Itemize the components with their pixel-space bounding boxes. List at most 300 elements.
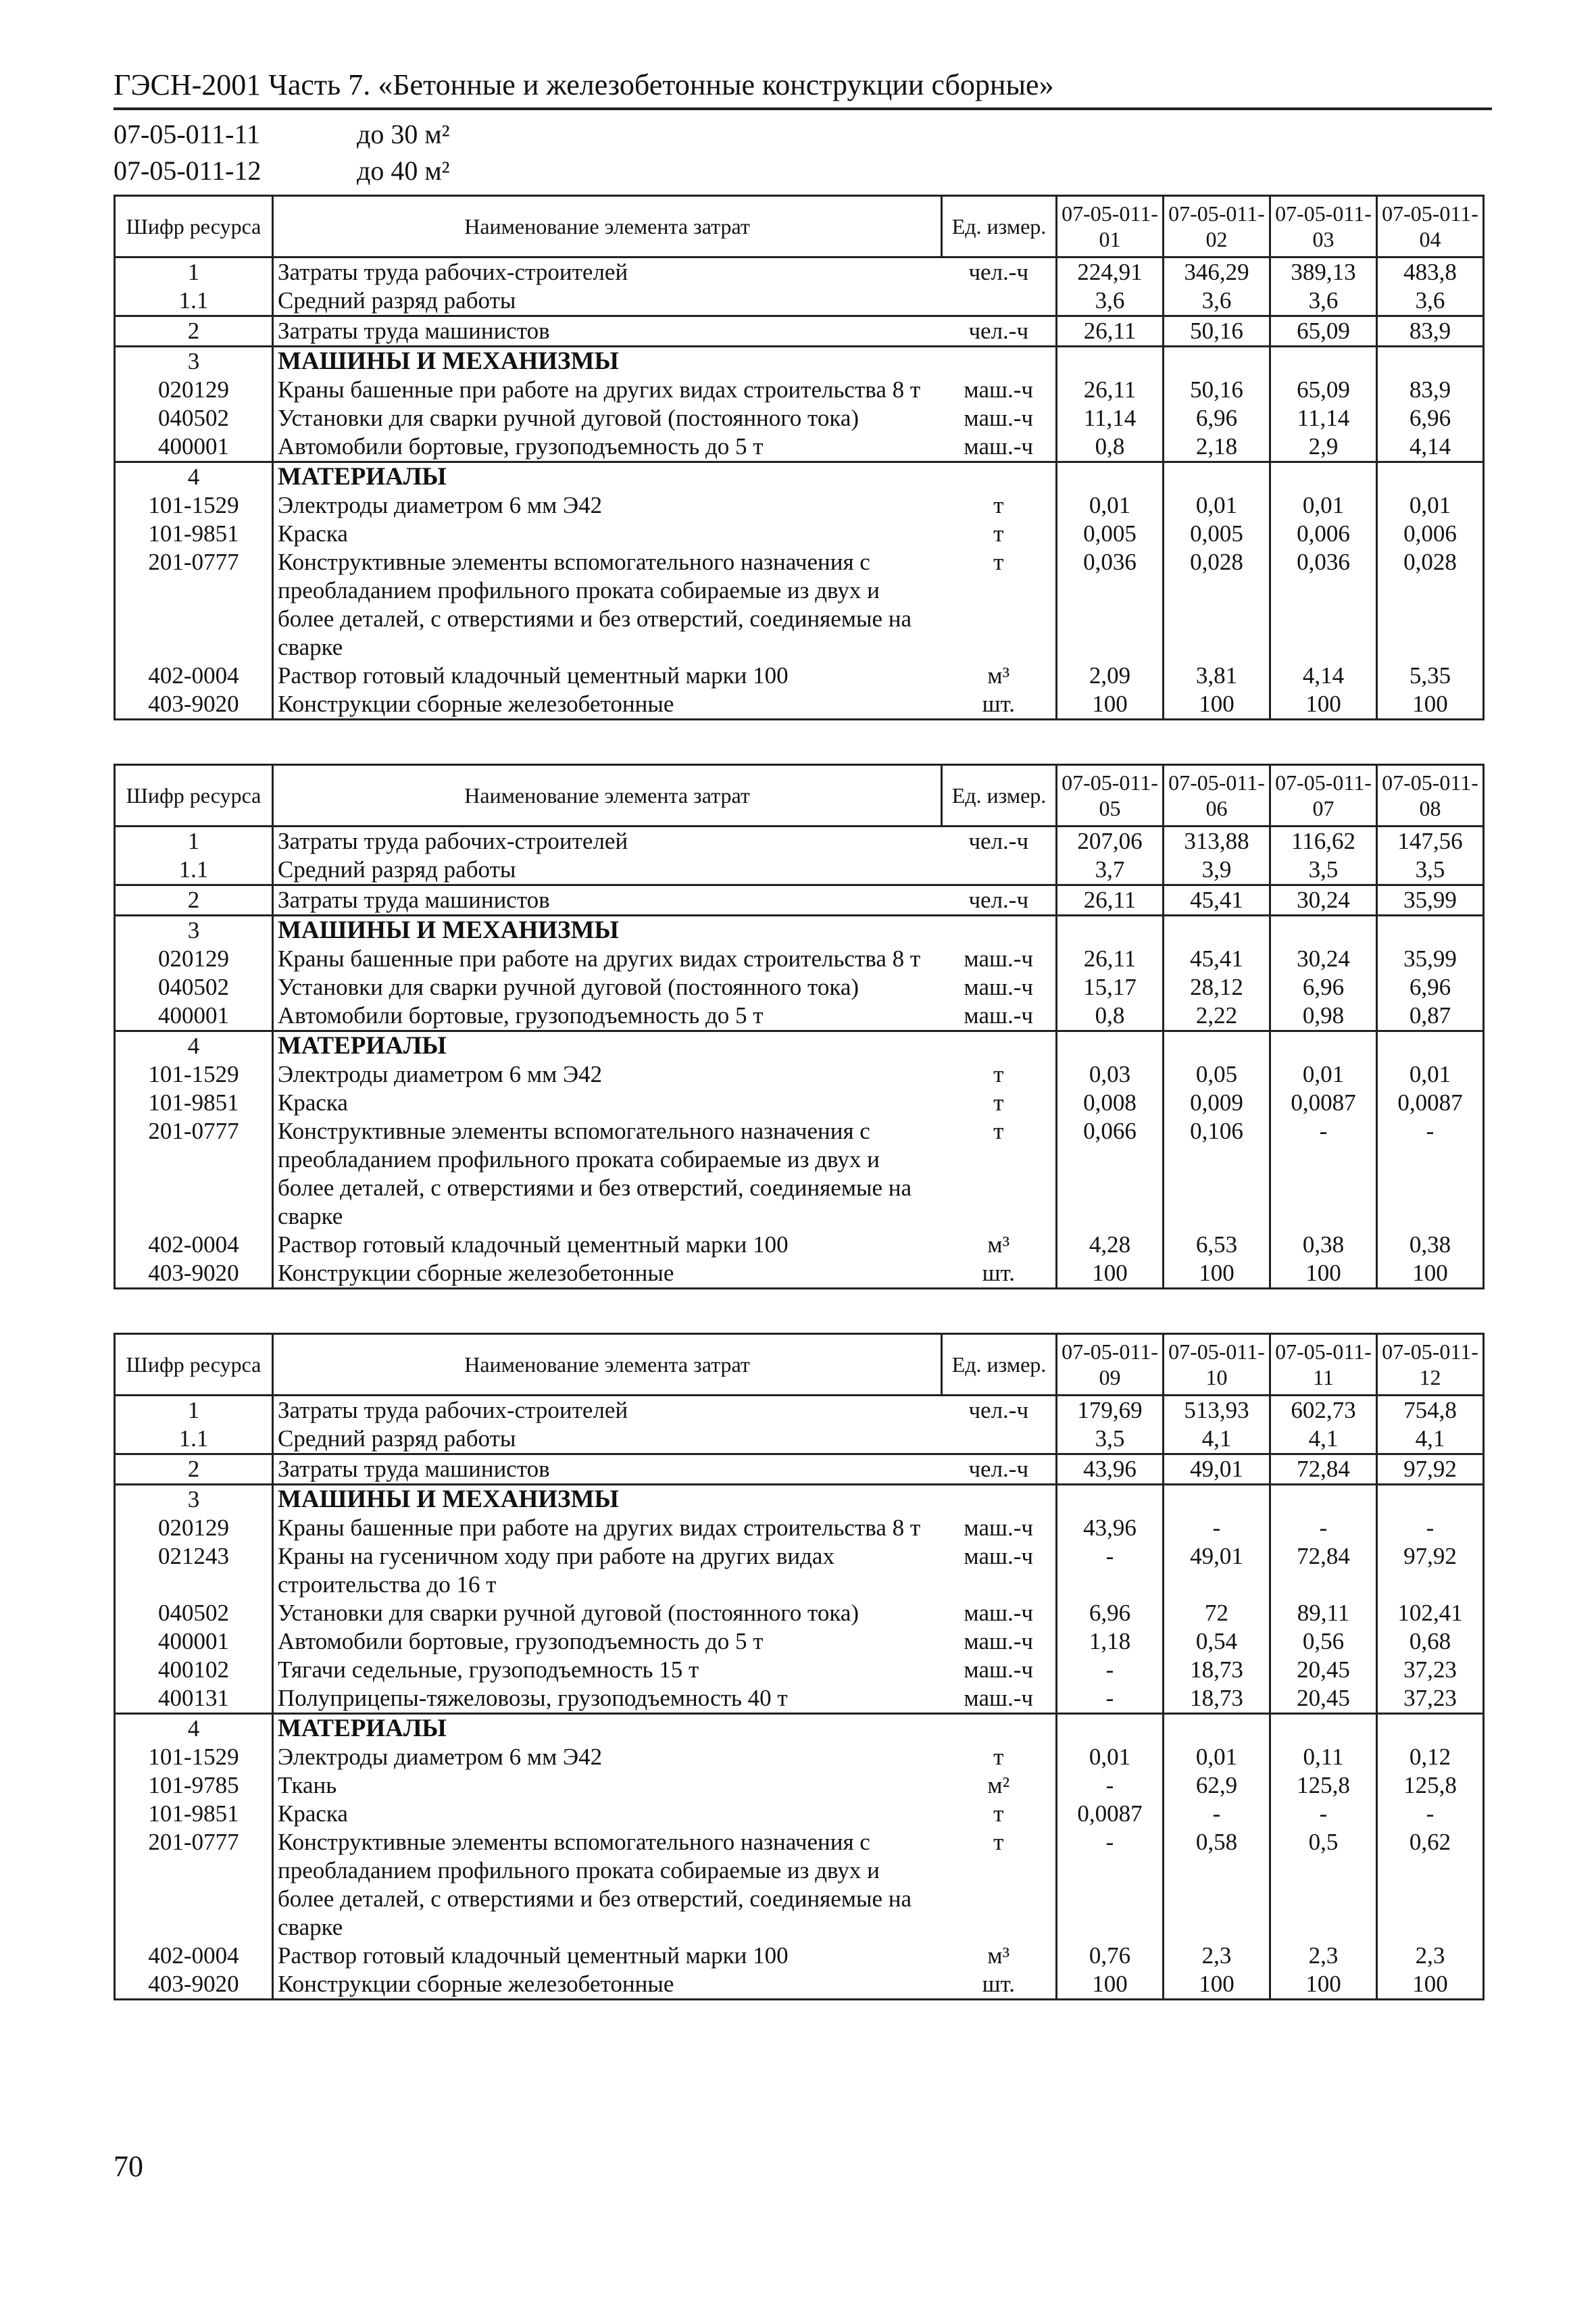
value-cell: 6,96 xyxy=(1377,404,1484,433)
table-row xyxy=(115,287,1484,316)
unit-cell: т xyxy=(993,1061,1004,1087)
table-row xyxy=(115,945,1484,973)
value-cell: 62,9 xyxy=(1164,1771,1270,1800)
value-cell: 0,01 xyxy=(1164,1743,1270,1771)
table-row xyxy=(115,1599,1484,1627)
table-row xyxy=(115,548,1484,662)
table-row xyxy=(115,433,1484,462)
unit-cell: маш.-ч xyxy=(964,974,1033,1000)
table-row xyxy=(115,1259,1484,1289)
unit-cell: т xyxy=(993,1800,1004,1827)
resource-code: 4 xyxy=(115,462,273,492)
value-cell: 100 xyxy=(1270,1259,1377,1289)
element-name: Автомобили бортовые, грузоподъемность до 5 т xyxy=(278,1628,764,1654)
header-name: Наименование элемента затрат xyxy=(273,1334,942,1396)
value-cell: 6,96 xyxy=(1377,973,1484,1002)
value-cell: 2,3 xyxy=(1377,1942,1484,1970)
value-cell: 3,5 xyxy=(1377,856,1484,885)
unit-cell xyxy=(942,1485,1057,1515)
table-row xyxy=(115,491,1484,520)
value-cell: 0,01 xyxy=(1164,491,1270,520)
resource-code: 101-1529 xyxy=(115,491,273,520)
group-title: МАТЕРИАЛЫ xyxy=(278,1032,447,1060)
value-cell: 4,1 xyxy=(1270,1425,1377,1454)
table-row xyxy=(115,1771,1484,1800)
header-code: Шифр ресурса xyxy=(115,765,273,827)
resource-code: 040502 xyxy=(115,404,273,433)
value-cell xyxy=(1377,1714,1484,1744)
value-cell: 72,84 xyxy=(1270,1454,1377,1485)
table-row xyxy=(115,1542,1484,1599)
resource-code: 201-0777 xyxy=(115,1828,273,1942)
table-row xyxy=(115,1743,1484,1771)
group-title: МАТЕРИАЛЫ xyxy=(278,1715,447,1742)
value-cell: 6,96 xyxy=(1164,404,1270,433)
value-cell: 125,8 xyxy=(1377,1771,1484,1800)
value-cell: 20,45 xyxy=(1270,1656,1377,1684)
value-cell: - xyxy=(1164,1800,1270,1828)
group-row xyxy=(115,1031,1484,1061)
element-name: Полуприцепы-тяжеловозы, грузоподъемность 40 т xyxy=(273,1684,942,1714)
header-unit: Ед. измер. xyxy=(942,765,1057,827)
table-row xyxy=(115,1656,1484,1684)
resource-code: 402-0004 xyxy=(115,662,273,690)
element-name: Краска xyxy=(278,1089,348,1116)
table-row xyxy=(115,1684,1484,1714)
resource-code: 3 xyxy=(115,916,273,945)
resource-code: 4 xyxy=(115,1031,273,1061)
resource-code: 3 xyxy=(115,1485,273,1515)
element-name: Средний разряд работы xyxy=(273,1425,942,1454)
header-column-code: 07-05-011-08 xyxy=(1377,765,1484,827)
value-cell: 0,028 xyxy=(1164,548,1270,662)
element-name: Конструктивные элементы вспомогательного назначения с преобладанием профильного проката собираемые из двух и более деталей, с отверстиями и без отверстий, соединяемые на сварке xyxy=(278,549,912,660)
value-cell: 0,68 xyxy=(1377,1627,1484,1656)
reference-row xyxy=(114,153,450,189)
element-name: Раствор готовый кладочный цементный марки 100 xyxy=(278,1942,789,1969)
unit-cell: т xyxy=(993,1118,1004,1144)
value-cell: 43,96 xyxy=(1057,1454,1164,1485)
value-cell: 602,73 xyxy=(1270,1396,1377,1425)
value-cell xyxy=(1377,347,1484,376)
value-cell: 37,23 xyxy=(1377,1656,1484,1684)
unit-cell: т xyxy=(993,1744,1004,1770)
table-row xyxy=(115,1117,1484,1231)
value-cell: 30,24 xyxy=(1270,885,1377,916)
header-code: Шифр ресурса xyxy=(115,1334,273,1396)
value-cell: 0,62 xyxy=(1377,1828,1484,1942)
value-cell: 0,38 xyxy=(1377,1231,1484,1259)
value-cell xyxy=(1270,347,1377,376)
element-name: Затраты труда рабочих-строителей xyxy=(278,828,628,854)
value-cell xyxy=(1057,916,1164,945)
value-cell: 4,28 xyxy=(1057,1231,1164,1259)
unit-cell: маш.-ч xyxy=(942,1002,1057,1031)
value-cell: 20,45 xyxy=(1270,1684,1377,1714)
value-cell: 0,8 xyxy=(1057,433,1164,462)
group-row xyxy=(115,916,1484,945)
value-cell: 72,84 xyxy=(1270,1542,1377,1599)
value-cell: - xyxy=(1377,1514,1484,1542)
element-name: Установки для сварки ручной дуговой (постоянного тока) xyxy=(278,974,859,1000)
value-cell xyxy=(1164,1031,1270,1061)
table-row xyxy=(115,1627,1484,1656)
element-name: Краны башенные при работе на других видах строительства 8 т xyxy=(278,1515,921,1541)
table-row xyxy=(115,376,1484,404)
unit-cell: шт. xyxy=(942,1259,1057,1289)
value-cell: 4,14 xyxy=(1270,662,1377,690)
value-cell: 6,96 xyxy=(1270,973,1377,1002)
reference-desc: до 40 м² xyxy=(357,155,450,186)
unit-cell: м² xyxy=(987,1772,1010,1798)
table-row xyxy=(115,1514,1484,1542)
resource-code: 3 xyxy=(115,347,273,376)
element-name: Краска xyxy=(278,520,348,547)
value-cell: 6,53 xyxy=(1164,1231,1270,1259)
element-name: Затраты труда рабочих-строителей xyxy=(278,1397,628,1423)
value-cell: 0,11 xyxy=(1270,1743,1377,1771)
value-cell: 0,008 xyxy=(1057,1089,1164,1117)
group-row xyxy=(115,1714,1484,1744)
value-cell: - xyxy=(1057,1684,1164,1714)
resource-code: 2 xyxy=(115,316,273,347)
value-cell: 97,92 xyxy=(1377,1454,1484,1485)
table-row xyxy=(115,856,1484,885)
value-cell: 0,56 xyxy=(1270,1627,1377,1656)
table-row xyxy=(115,316,1484,347)
resource-code: 403-9020 xyxy=(115,1970,273,2000)
header-code: Шифр ресурса xyxy=(115,196,273,257)
element-name: Конструкции сборные железобетонные xyxy=(273,1259,942,1289)
value-cell xyxy=(1270,462,1377,492)
value-cell: 147,56 xyxy=(1377,827,1484,856)
element-name: Установки для сварки ручной дуговой (постоянного тока) xyxy=(278,405,859,431)
element-name: Электроды диаметром 6 мм Э42 xyxy=(278,1744,603,1770)
value-cell: 0,01 xyxy=(1270,1060,1377,1089)
element-name: Средний разряд работы xyxy=(273,287,942,316)
resource-code: 400001 xyxy=(115,1002,273,1031)
value-cell: 49,01 xyxy=(1164,1542,1270,1599)
resource-code: 101-9851 xyxy=(115,1800,273,1828)
element-name: Затраты труда машинистов xyxy=(273,885,942,916)
element-name: Краны на гусеничном ходу при работе на других видах строительства до 16 т xyxy=(278,1543,834,1598)
value-cell xyxy=(1377,462,1484,492)
table-row xyxy=(115,1002,1484,1031)
resource-code: 040502 xyxy=(115,973,273,1002)
value-cell xyxy=(1270,1485,1377,1515)
resource-code: 201-0777 xyxy=(115,548,273,662)
value-cell: 3,6 xyxy=(1057,287,1164,316)
value-cell: 0,54 xyxy=(1164,1627,1270,1656)
table-row xyxy=(115,520,1484,548)
value-cell: 0,01 xyxy=(1377,1060,1484,1089)
element-name: Ткань xyxy=(278,1772,337,1798)
resource-code: 403-9020 xyxy=(115,1259,273,1289)
value-cell xyxy=(1057,462,1164,492)
reference-list xyxy=(114,116,450,189)
unit-cell: шт. xyxy=(942,1970,1057,2000)
value-cell xyxy=(1164,347,1270,376)
table-row xyxy=(115,1942,1484,1970)
value-cell: 224,91 xyxy=(1057,257,1164,287)
header-name: Наименование элемента затрат xyxy=(273,196,942,257)
reference-code: 07-05-011-11 xyxy=(114,119,260,149)
resource-code: 1 xyxy=(115,257,273,287)
group-row xyxy=(115,1485,1484,1515)
element-name: Раствор готовый кладочный цементный марки 100 xyxy=(278,1231,789,1258)
value-cell: 0,87 xyxy=(1377,1002,1484,1031)
header-column-code: 07-05-011-12 xyxy=(1377,1334,1484,1396)
value-cell: 26,11 xyxy=(1057,945,1164,973)
value-cell: 0,066 xyxy=(1057,1117,1164,1231)
value-cell: 3,6 xyxy=(1377,287,1484,316)
value-cell xyxy=(1057,1031,1164,1061)
group-title: МАШИНЫ И МЕХАНИЗМЫ xyxy=(278,347,619,375)
value-cell: 28,12 xyxy=(1164,973,1270,1002)
value-cell: 11,14 xyxy=(1057,404,1164,433)
table-row xyxy=(115,404,1484,433)
value-cell: 0,38 xyxy=(1270,1231,1377,1259)
unit-cell: т xyxy=(993,549,1004,575)
table-row xyxy=(115,1396,1484,1425)
value-cell: 754,8 xyxy=(1377,1396,1484,1425)
header-column-code: 07-05-011-04 xyxy=(1377,196,1484,257)
element-name: Конструкции сборные железобетонные xyxy=(273,1970,942,2000)
element-name: Затраты труда машинистов xyxy=(273,1454,942,1485)
element-name: Краны башенные при работе на других видах строительства 8 т xyxy=(278,376,921,403)
unit-cell: маш.-ч xyxy=(964,1628,1033,1654)
value-cell: 35,99 xyxy=(1377,945,1484,973)
value-cell xyxy=(1377,1031,1484,1061)
value-cell xyxy=(1270,916,1377,945)
value-cell: 18,73 xyxy=(1164,1656,1270,1684)
value-cell: - xyxy=(1270,1800,1377,1828)
value-cell: 207,06 xyxy=(1057,827,1164,856)
resource-code: 1 xyxy=(115,827,273,856)
resource-table-3 xyxy=(114,1333,1485,2000)
element-name: Конструктивные элементы вспомогательного назначения с преобладанием профильного проката собираемые из двух и более деталей, с отверстиями и без отверстий, соединяемые на сварке xyxy=(278,1829,912,1940)
header-column-code: 07-05-011-07 xyxy=(1270,765,1377,827)
value-cell: 100 xyxy=(1164,690,1270,720)
value-cell xyxy=(1164,1714,1270,1744)
unit-cell xyxy=(942,916,1057,945)
unit-cell: маш.-ч xyxy=(964,945,1033,972)
resource-code: 402-0004 xyxy=(115,1942,273,1970)
resource-code: 400001 xyxy=(115,433,273,462)
value-cell: 3,5 xyxy=(1057,1425,1164,1454)
header-column-code: 07-05-011-10 xyxy=(1164,1334,1270,1396)
value-cell: - xyxy=(1270,1514,1377,1542)
element-name: Краны башенные при работе на других видах строительства 8 т xyxy=(278,945,921,972)
value-cell: 3,9 xyxy=(1164,856,1270,885)
resource-code: 101-1529 xyxy=(115,1743,273,1771)
resource-table-1 xyxy=(114,195,1485,720)
value-cell: 72 xyxy=(1164,1599,1270,1627)
value-cell: 3,7 xyxy=(1057,856,1164,885)
unit-cell: чел.-ч xyxy=(968,1397,1029,1423)
value-cell: 50,16 xyxy=(1164,376,1270,404)
value-cell xyxy=(1270,1031,1377,1061)
header-column-code: 07-05-011-06 xyxy=(1164,765,1270,827)
value-cell: 100 xyxy=(1057,690,1164,720)
resource-code: 403-9020 xyxy=(115,690,273,720)
value-cell xyxy=(1377,1485,1484,1515)
value-cell: 65,09 xyxy=(1270,316,1377,347)
group-row xyxy=(115,347,1484,376)
value-cell: - xyxy=(1377,1117,1484,1231)
unit-cell: м³ xyxy=(987,1231,1010,1258)
value-cell: 43,96 xyxy=(1057,1514,1164,1542)
unit-cell: т xyxy=(993,520,1004,547)
unit-cell: маш.-ч xyxy=(964,405,1033,431)
table-row xyxy=(115,1231,1484,1259)
resource-code: 101-9851 xyxy=(115,1089,273,1117)
resource-code: 1.1 xyxy=(115,1425,273,1454)
value-cell: 0,009 xyxy=(1164,1089,1270,1117)
element-name: Средний разряд работы xyxy=(273,856,942,885)
resource-code: 400131 xyxy=(115,1684,273,1714)
table-row xyxy=(115,1970,1484,2000)
value-cell: 4,1 xyxy=(1377,1425,1484,1454)
unit-cell: маш.-ч xyxy=(942,1684,1057,1714)
unit-cell: маш.-ч xyxy=(964,1600,1033,1626)
value-cell: 15,17 xyxy=(1057,973,1164,1002)
value-cell: 18,73 xyxy=(1164,1684,1270,1714)
value-cell: 0,01 xyxy=(1057,491,1164,520)
value-cell: - xyxy=(1270,1117,1377,1231)
unit-cell xyxy=(942,462,1057,492)
unit-cell: т xyxy=(993,1089,1004,1116)
value-cell: 0,036 xyxy=(1057,548,1164,662)
group-row xyxy=(115,462,1484,492)
element-name: Конструкции сборные железобетонные xyxy=(273,690,942,720)
value-cell: 0,01 xyxy=(1270,491,1377,520)
resource-code: 101-1529 xyxy=(115,1060,273,1089)
reference-desc: до 30 м² xyxy=(357,119,450,149)
reference-code: 07-05-011-12 xyxy=(114,155,261,186)
value-cell: 100 xyxy=(1377,1970,1484,2000)
unit-cell xyxy=(942,347,1057,376)
unit-cell: т xyxy=(993,1829,1004,1855)
value-cell: 0,58 xyxy=(1164,1828,1270,1942)
value-cell: 116,62 xyxy=(1270,827,1377,856)
resource-code: 402-0004 xyxy=(115,1231,273,1259)
header-unit: Ед. измер. xyxy=(942,1334,1057,1396)
value-cell xyxy=(1057,1714,1164,1744)
table-row xyxy=(115,973,1484,1002)
value-cell: 100 xyxy=(1057,1970,1164,2000)
unit-cell xyxy=(942,856,1057,885)
table-header-row xyxy=(115,196,1484,257)
resource-code: 400001 xyxy=(115,1627,273,1656)
unit-cell: маш.-ч xyxy=(964,1515,1033,1541)
value-cell: 3,81 xyxy=(1164,662,1270,690)
value-cell xyxy=(1057,1485,1164,1515)
header-name: Наименование элемента затрат xyxy=(273,765,942,827)
unit-cell xyxy=(942,287,1057,316)
value-cell: 100 xyxy=(1377,1259,1484,1289)
element-name: Краска xyxy=(278,1800,348,1827)
group-title: МАШИНЫ И МЕХАНИЗМЫ xyxy=(278,1485,619,1513)
value-cell: 1,18 xyxy=(1057,1627,1164,1656)
table-header-row xyxy=(115,765,1484,827)
group-title: МАШИНЫ И МЕХАНИЗМЫ xyxy=(278,916,619,944)
element-name: Тягачи седельные, грузоподъемность 15 т xyxy=(278,1656,699,1683)
resource-code: 400102 xyxy=(115,1656,273,1684)
value-cell: 0,106 xyxy=(1164,1117,1270,1231)
value-cell: 0,01 xyxy=(1057,1743,1164,1771)
value-cell: 102,41 xyxy=(1377,1599,1484,1627)
value-cell: 100 xyxy=(1270,1970,1377,2000)
value-cell: 65,09 xyxy=(1270,376,1377,404)
value-cell: 313,88 xyxy=(1164,827,1270,856)
header-column-code: 07-05-011-01 xyxy=(1057,196,1164,257)
table-row xyxy=(115,1454,1484,1485)
element-name: Электроды диаметром 6 мм Э42 xyxy=(278,1061,603,1087)
resource-code: 2 xyxy=(115,885,273,916)
value-cell: 97,92 xyxy=(1377,1542,1484,1599)
value-cell: 3,5 xyxy=(1270,856,1377,885)
value-cell: 30,24 xyxy=(1270,945,1377,973)
resource-code: 101-9785 xyxy=(115,1771,273,1800)
value-cell: - xyxy=(1377,1800,1484,1828)
resource-code: 101-9851 xyxy=(115,520,273,548)
header-column-code: 07-05-011-05 xyxy=(1057,765,1164,827)
resource-code: 020129 xyxy=(115,1514,273,1542)
header-column-code: 07-05-011-09 xyxy=(1057,1334,1164,1396)
value-cell: 0,006 xyxy=(1377,520,1484,548)
header-column-code: 07-05-011-03 xyxy=(1270,196,1377,257)
value-cell: 26,11 xyxy=(1057,316,1164,347)
unit-cell: маш.-ч xyxy=(964,1543,1033,1569)
unit-cell xyxy=(942,1031,1057,1061)
value-cell xyxy=(1270,1714,1377,1744)
value-cell: 0,03 xyxy=(1057,1060,1164,1089)
value-cell: - xyxy=(1164,1514,1270,1542)
value-cell: 2,09 xyxy=(1057,662,1164,690)
value-cell: 26,11 xyxy=(1057,885,1164,916)
value-cell: 11,14 xyxy=(1270,404,1377,433)
unit-cell xyxy=(942,1425,1057,1454)
element-name: Автомобили бортовые, грузоподъемность до 5 т xyxy=(273,433,942,462)
unit-cell: маш.-ч xyxy=(942,433,1057,462)
table-header-row xyxy=(115,1334,1484,1396)
value-cell: 0,76 xyxy=(1057,1942,1164,1970)
value-cell: 0,028 xyxy=(1377,548,1484,662)
resource-code: 1.1 xyxy=(115,856,273,885)
value-cell: 100 xyxy=(1270,690,1377,720)
value-cell: 4,14 xyxy=(1377,433,1484,462)
value-cell: - xyxy=(1057,1656,1164,1684)
header-column-code: 07-05-011-11 xyxy=(1270,1334,1377,1396)
value-cell xyxy=(1164,462,1270,492)
value-cell: 45,41 xyxy=(1164,885,1270,916)
value-cell: 513,93 xyxy=(1164,1396,1270,1425)
value-cell: 0,5 xyxy=(1270,1828,1377,1942)
value-cell: - xyxy=(1057,1828,1164,1942)
value-cell: 483,8 xyxy=(1377,257,1484,287)
value-cell: - xyxy=(1057,1771,1164,1800)
table-row xyxy=(115,827,1484,856)
table-row xyxy=(115,885,1484,916)
value-cell: 3,6 xyxy=(1270,287,1377,316)
value-cell: 49,01 xyxy=(1164,1454,1270,1485)
value-cell: 0,005 xyxy=(1057,520,1164,548)
element-name: Затраты труда машинистов xyxy=(273,316,942,347)
table-row xyxy=(115,1425,1484,1454)
resource-code: 4 xyxy=(115,1714,273,1744)
value-cell: 100 xyxy=(1057,1259,1164,1289)
